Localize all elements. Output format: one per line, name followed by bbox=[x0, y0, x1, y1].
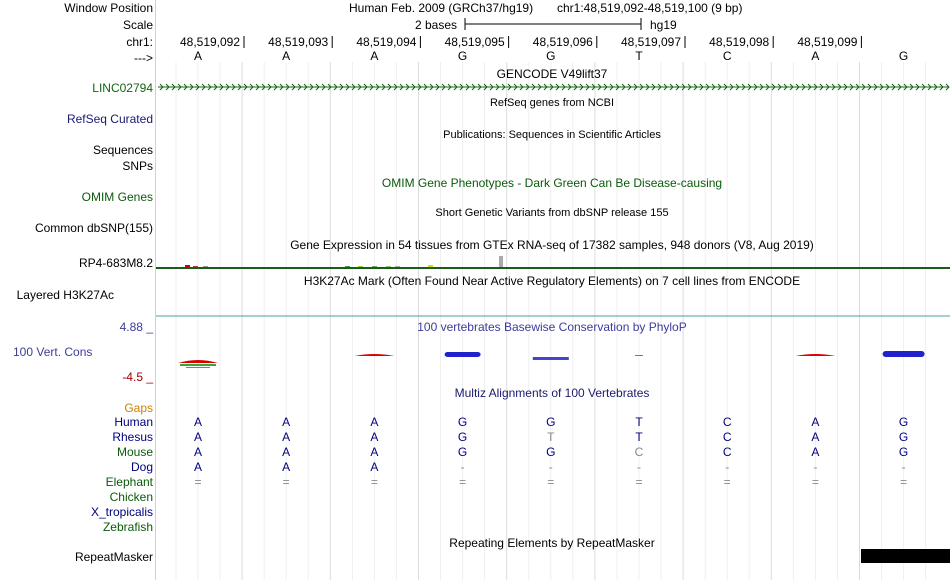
dbsnp-track-title[interactable]: Short Genetic Variants from dbSNP release 155 bbox=[435, 207, 669, 219]
phylop-max-label: 4.88 _ bbox=[119, 320, 153, 334]
phylop-glyph-a bbox=[178, 360, 218, 363]
ruler-position-7: 48,519,098 bbox=[709, 35, 770, 49]
scale-bases-text: 2 bases bbox=[415, 18, 458, 32]
phylop-min-label: -4.5 _ bbox=[122, 370, 153, 384]
multiz-track-title[interactable]: Multiz Alignments of 100 Vertebrates bbox=[454, 386, 650, 400]
alignment-base: - bbox=[460, 460, 465, 474]
publications-snps-label[interactable]: SNPs bbox=[122, 159, 153, 173]
ruler-position-4: 48,519,095 bbox=[444, 35, 505, 49]
alignment-base: = bbox=[459, 475, 467, 489]
alignment-base: = bbox=[194, 475, 202, 489]
ruler-base-6: T bbox=[635, 49, 643, 63]
alignment-base: A bbox=[193, 445, 203, 459]
species-label-mouse[interactable]: Mouse bbox=[116, 445, 153, 459]
repeatmasker-label[interactable]: RepeatMasker bbox=[74, 550, 153, 564]
multiz-gaps-label[interactable]: Gaps bbox=[124, 401, 153, 415]
repeatmasker-element-bar bbox=[861, 549, 950, 563]
alignment-base: - bbox=[725, 460, 730, 474]
alignment-base: A bbox=[811, 445, 820, 459]
alignment-base: - bbox=[548, 460, 553, 474]
alignment-base: C bbox=[722, 430, 732, 444]
species-label-zebrafish[interactable]: Zebrafish bbox=[102, 520, 153, 534]
alignment-base: = bbox=[811, 475, 819, 489]
alignment-base: T bbox=[547, 430, 555, 444]
alignment-base: - bbox=[901, 460, 906, 474]
alignment-base: T bbox=[635, 415, 643, 429]
chr-label: chr1: bbox=[126, 35, 153, 49]
phylop-glyph-a bbox=[795, 354, 835, 356]
phylop-glyph-small bbox=[180, 364, 216, 366]
gencode-track-title[interactable]: GENCODE V49lift37 bbox=[496, 67, 608, 81]
ruler-base-1: A bbox=[193, 49, 203, 63]
ruler-position-5: 48,519,096 bbox=[532, 35, 593, 49]
ruler-position-1: 48,519,092 bbox=[179, 35, 241, 49]
alignment-base: T bbox=[635, 430, 643, 444]
alignment-base: A bbox=[370, 430, 379, 444]
alignment-base: A bbox=[811, 415, 820, 429]
ruler-position-8: 48,519,099 bbox=[797, 35, 858, 49]
scale-db-text: hg19 bbox=[650, 18, 677, 32]
alignment-base: C bbox=[634, 445, 644, 459]
repeatmasker-track-title[interactable]: Repeating Elements by RepeatMasker bbox=[449, 536, 655, 550]
gtex-track-title[interactable]: Gene Expression in 54 tissues from GTEx RNA-seq of 17382 samples, 948 donors (V8, Aug 2019) bbox=[290, 238, 814, 252]
alignment-base: A bbox=[193, 415, 203, 429]
alignment-base: C bbox=[722, 445, 732, 459]
species-label-rhesus[interactable]: Rhesus bbox=[112, 430, 153, 444]
alignment-base: A bbox=[282, 460, 291, 474]
ruler-position-2: 48,519,093 bbox=[268, 35, 329, 49]
alignment-base: G bbox=[546, 415, 556, 429]
alignment-base: A bbox=[282, 415, 291, 429]
phylop-track-title[interactable]: 100 vertebrates Basewise Conservation by PhyloP bbox=[417, 320, 687, 334]
alignment-base: A bbox=[282, 430, 291, 444]
alignment-base: A bbox=[370, 445, 379, 459]
ruler-base-9: G bbox=[898, 49, 909, 63]
alignment-base: = bbox=[282, 475, 290, 489]
alignment-base: - bbox=[813, 460, 818, 474]
alignment-base: G bbox=[898, 445, 909, 459]
alignment-base: = bbox=[547, 475, 555, 489]
alignment-base: A bbox=[193, 460, 203, 474]
gtex-bar-highlight bbox=[499, 256, 503, 268]
species-label-elephant[interactable]: Elephant bbox=[105, 475, 153, 489]
phylop-glyph-g bbox=[445, 352, 481, 357]
position-text: chr1:48,519,092-48,519,100 (9 bp) bbox=[557, 1, 743, 15]
alignment-base: A bbox=[370, 460, 379, 474]
ruler-base-7: C bbox=[722, 49, 732, 63]
species-label-human[interactable]: Human bbox=[114, 415, 153, 429]
alignment-base: A bbox=[282, 445, 291, 459]
layered-h3k27ac-label[interactable]: Layered H3K27Ac bbox=[16, 288, 114, 302]
phylop-glyph-t bbox=[533, 357, 569, 360]
ruler-base-3: A bbox=[370, 49, 379, 63]
alignment-base: G bbox=[898, 430, 909, 444]
ruler-base-4: G bbox=[457, 49, 468, 63]
ruler-base-8: A bbox=[811, 49, 820, 63]
phylop-glyph-c bbox=[635, 355, 643, 356]
ruler-base-2: A bbox=[282, 49, 291, 63]
alignment-base: A bbox=[370, 415, 379, 429]
phylop-glyph-small bbox=[186, 367, 210, 368]
phylop-glyph-a bbox=[354, 354, 394, 356]
alignment-base: = bbox=[900, 475, 908, 489]
alignment-base: A bbox=[811, 430, 820, 444]
gtex-baseline bbox=[156, 267, 950, 269]
alignment-base: G bbox=[546, 445, 556, 459]
alignment-base: - bbox=[637, 460, 641, 474]
common-dbsnp-label[interactable]: Common dbSNP(155) bbox=[34, 221, 153, 235]
phylop-label[interactable]: 100 Vert. Cons bbox=[13, 345, 93, 359]
strand-arrow-label: ---> bbox=[134, 51, 153, 65]
alignment-base: G bbox=[457, 445, 468, 459]
window-position-label: Window Position bbox=[64, 1, 153, 15]
omim-genes-label[interactable]: OMIM Genes bbox=[81, 190, 153, 204]
h3k27ac-track-title[interactable]: H3K27Ac Mark (Often Found Near Active Regulatory Elements) on 7 cell lines from ENCODE bbox=[303, 274, 801, 288]
alignment-base: = bbox=[723, 475, 731, 489]
scale-label: Scale bbox=[122, 18, 153, 32]
alignment-base: G bbox=[457, 415, 468, 429]
alignment-base: A bbox=[193, 430, 203, 444]
phylop-glyph-g bbox=[883, 351, 925, 357]
publications-track-title[interactable]: Publications: Sequences in Scientific Articles bbox=[443, 129, 661, 141]
publications-sequences-label[interactable]: Sequences bbox=[92, 143, 153, 157]
alignment-base: = bbox=[635, 475, 643, 489]
species-label-dog[interactable]: Dog bbox=[130, 460, 153, 474]
alignment-base: G bbox=[898, 415, 909, 429]
species-label-chicken[interactable]: Chicken bbox=[109, 490, 153, 504]
refseq-track-title[interactable]: RefSeq genes from NCBI bbox=[489, 97, 615, 109]
alignment-base: C bbox=[722, 415, 732, 429]
gene-label-linc02794[interactable]: LINC02794 bbox=[92, 81, 153, 95]
ruler-position-3: 48,519,094 bbox=[356, 35, 417, 49]
omim-track-title[interactable]: OMIM Gene Phenotypes - Dark Green Can Be Disease-causing bbox=[381, 176, 723, 190]
ruler-position-6: 48,519,097 bbox=[620, 35, 682, 49]
alignment-base: G bbox=[457, 430, 468, 444]
assembly-text: Human Feb. 2009 (GRCh37/hg19) bbox=[349, 1, 534, 15]
ruler-base-5: G bbox=[546, 49, 556, 63]
refseq-curated-label[interactable]: RefSeq Curated bbox=[66, 112, 153, 126]
alignment-base: = bbox=[370, 475, 378, 489]
species-label-x_tropicalis[interactable]: X_tropicalis bbox=[90, 505, 153, 519]
gtex-gene-label[interactable]: RP4-683M8.2 bbox=[78, 256, 153, 270]
